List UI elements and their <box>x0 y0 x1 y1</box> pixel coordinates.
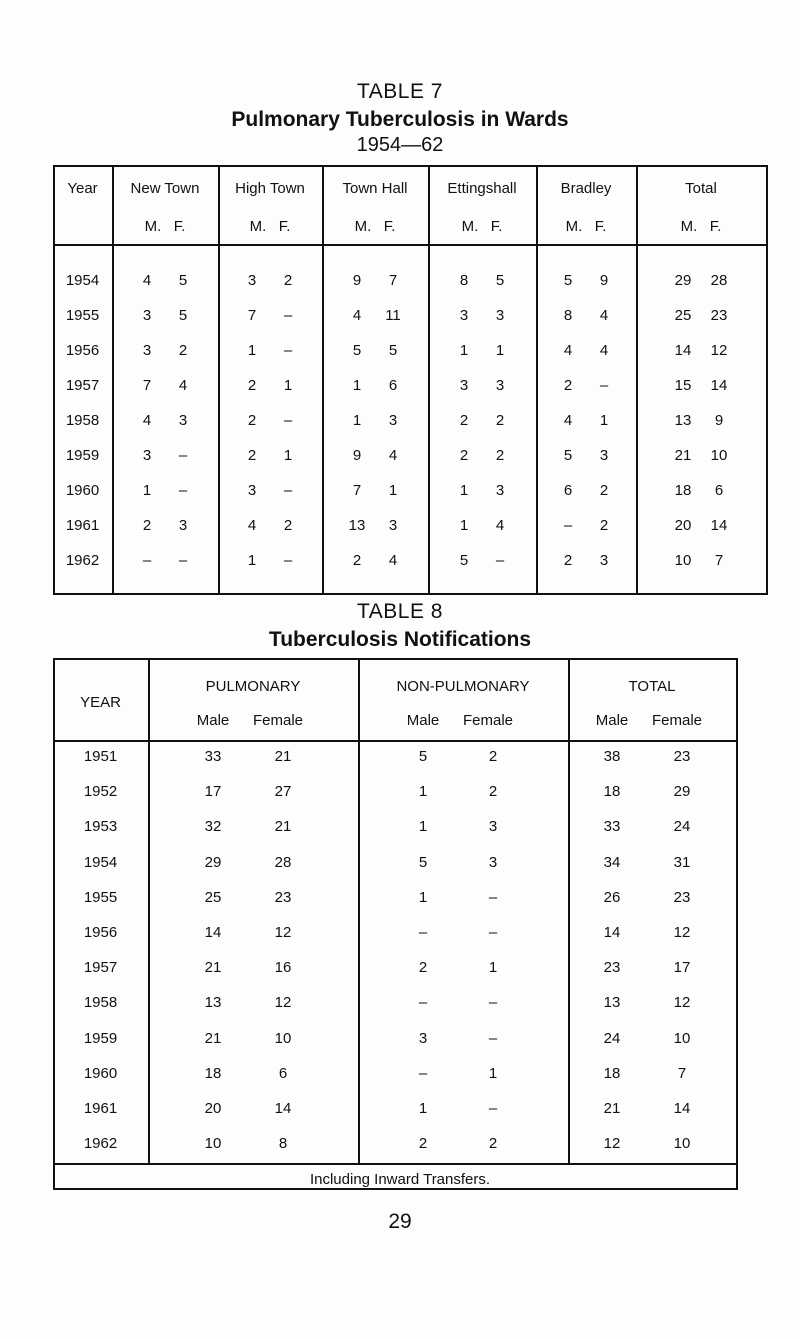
table7-male-cell: 2 <box>247 412 257 429</box>
table7-male-cell: 29 <box>674 272 692 289</box>
table7-female-cell: 6 <box>388 377 398 394</box>
table8-male-cell: – <box>418 994 428 1012</box>
table8-female-cell: 3 <box>488 853 498 871</box>
table8-group-header: TOTAL <box>628 678 676 695</box>
table7-vline <box>766 165 768 595</box>
table7-male-cell: 1 <box>352 412 362 429</box>
table7-female-cell: 4 <box>495 517 505 534</box>
table7-male-cell: 3 <box>459 377 469 394</box>
table8-female-cell: 21 <box>274 748 292 765</box>
table8-male-cell: 25 <box>204 888 222 906</box>
table7-year-cell: 1957 <box>65 377 100 394</box>
table7-male-cell: 4 <box>563 412 573 429</box>
table8-female-cell: 12 <box>673 924 691 941</box>
table7-female-cell: 3 <box>178 412 188 429</box>
table8-vline <box>358 658 360 1165</box>
table7-male-cell: 9 <box>352 447 362 464</box>
table7-female-cell: 3 <box>495 482 505 499</box>
table8-female-cell: 6 <box>278 1064 288 1082</box>
table8-male-cell: 1 <box>418 1100 428 1117</box>
table8-male-cell: 18 <box>603 1064 621 1082</box>
table7-male-cell: 2 <box>142 517 152 534</box>
table8-female-cell: 12 <box>673 994 691 1012</box>
table7-female-cell: – <box>283 412 293 429</box>
table8-female-cell: 1 <box>488 959 498 977</box>
table8-female-header: Female <box>252 712 304 729</box>
table8-female-cell: 12 <box>274 924 292 941</box>
table8-male-cell: 14 <box>603 924 621 941</box>
table8-female-cell: 16 <box>274 959 292 977</box>
table7-male-cell: 3 <box>247 272 257 289</box>
table7-male-cell: 1 <box>459 517 469 534</box>
table7-female-cell: 3 <box>388 412 398 429</box>
table8-male-cell: 13 <box>603 994 621 1012</box>
table8-year-cell: 1962 <box>83 1135 118 1153</box>
table7-female-cell: 3 <box>495 307 505 324</box>
table8-male-cell: 5 <box>418 853 428 871</box>
table7-col-header: High Town <box>235 180 305 197</box>
table8-male-cell: 32 <box>204 818 222 836</box>
table8-female-cell: 24 <box>673 818 691 836</box>
table7-female-cell: 1 <box>388 482 398 499</box>
table7-female-cell: – <box>178 447 188 464</box>
table8-year-cell: 1959 <box>83 1029 118 1047</box>
table8-year-header: YEAR <box>80 694 121 711</box>
table8-female-cell: 12 <box>274 994 292 1012</box>
table8-female-cell: 10 <box>274 1029 292 1047</box>
table7-male-cell: 5 <box>563 447 573 464</box>
table7-male-cell: 1 <box>247 342 257 359</box>
table7-female-cell: 7 <box>714 552 724 569</box>
table8-female-cell: 1 <box>488 1064 498 1082</box>
table8-female-cell: 31 <box>673 853 691 871</box>
table7-female-cell: 4 <box>388 447 398 464</box>
table8-vline <box>736 658 738 1165</box>
table8-body-bottom <box>53 1163 738 1165</box>
table8-female-cell: 10 <box>673 1135 691 1153</box>
table8-year-cell: 1952 <box>83 783 118 801</box>
table7-female-cell: – <box>283 307 293 324</box>
table8-female-cell: 23 <box>673 888 691 906</box>
table8-male-cell: 38 <box>603 748 621 765</box>
table8-male-cell: 3 <box>418 1029 428 1047</box>
table7-male-cell: 10 <box>674 552 692 569</box>
table7-male-cell: – <box>563 517 573 534</box>
table7-male-cell: 2 <box>563 552 573 569</box>
table7-year-cell: 1954 <box>65 272 100 289</box>
table7-male-cell: 7 <box>247 307 257 324</box>
table8-bottom-line <box>53 1188 738 1190</box>
table8-male-cell: 17 <box>204 783 222 801</box>
table8-title: TABLE 8 <box>357 600 443 623</box>
table8-male-cell: 23 <box>603 959 621 977</box>
table7-male-cell: 6 <box>563 482 573 499</box>
table8-male-cell: – <box>418 924 428 941</box>
table7-male-cell: 8 <box>563 307 573 324</box>
table8-male-cell: 14 <box>204 924 222 941</box>
table8-year-cell: 1961 <box>83 1100 118 1117</box>
table7-male-cell: 4 <box>563 342 573 359</box>
table7-male-cell: 4 <box>142 412 152 429</box>
table7-female-cell: 2 <box>599 517 609 534</box>
table7-mf-header: M. F. <box>680 218 722 235</box>
table7-male-cell: 7 <box>142 377 152 394</box>
table7-col-header: Town Hall <box>342 180 408 197</box>
table8-female-cell: – <box>488 994 498 1012</box>
table7-subtitle: Pulmonary Tuberculosis in Wards <box>231 108 569 131</box>
table7-female-cell: – <box>283 482 293 499</box>
table7-year-cell: 1956 <box>65 342 100 359</box>
table7-male-cell: 1 <box>352 377 362 394</box>
table7-header-line <box>53 244 768 246</box>
page-number: 29 <box>388 1210 412 1233</box>
table7-male-cell: 3 <box>142 447 152 464</box>
table7-male-cell: – <box>142 552 152 569</box>
table7-female-cell: 4 <box>178 377 188 394</box>
table8-female-cell: – <box>488 888 498 906</box>
table7-male-cell: 1 <box>247 552 257 569</box>
table7-female-cell: 2 <box>178 342 188 359</box>
table8-female-cell: 2 <box>488 1135 498 1153</box>
table7-female-cell: 6 <box>714 482 724 499</box>
table7-male-cell: 5 <box>459 552 469 569</box>
table7-male-cell: 2 <box>352 552 362 569</box>
table7-female-cell: 2 <box>495 412 505 429</box>
table8-female-cell: 21 <box>274 818 292 836</box>
table8-male-cell: 13 <box>204 994 222 1012</box>
table8-male-cell: 1 <box>418 818 428 836</box>
table7-title: TABLE 7 <box>357 80 443 103</box>
table7-female-cell: 14 <box>710 517 728 534</box>
table7-female-cell: 3 <box>599 447 609 464</box>
table8-vline <box>568 658 570 1165</box>
table7-male-cell: 4 <box>142 272 152 289</box>
table8-male-cell: 26 <box>603 888 621 906</box>
table7-female-cell: 5 <box>495 272 505 289</box>
table7-male-cell: 3 <box>142 307 152 324</box>
table8-female-cell: 23 <box>673 748 691 765</box>
table7-female-cell: 1 <box>283 447 293 464</box>
table7-female-cell: – <box>495 552 505 569</box>
table7-male-cell: 21 <box>674 447 692 464</box>
table7-male-cell: 15 <box>674 377 692 394</box>
table7-female-cell: 23 <box>710 307 728 324</box>
table7-female-cell: 5 <box>388 342 398 359</box>
table7-year-cell: 1958 <box>65 412 100 429</box>
table8-male-cell: 18 <box>603 783 621 801</box>
table7-female-cell: 3 <box>495 377 505 394</box>
table7-mf-header: M. F. <box>354 218 396 235</box>
table8-male-cell: 20 <box>204 1100 222 1117</box>
table7-female-cell: 2 <box>283 517 293 534</box>
table8-year-cell: 1957 <box>83 959 118 977</box>
table7-year-cell: 1960 <box>65 482 100 499</box>
table7-female-cell: 1 <box>599 412 609 429</box>
table8-year-cell: 1955 <box>83 888 118 906</box>
table8-top-line <box>53 658 738 660</box>
table8-male-cell: 1 <box>418 783 428 801</box>
table8-female-cell: 28 <box>274 853 292 871</box>
table8-male-cell: 21 <box>603 1100 621 1117</box>
table7-male-cell: 9 <box>352 272 362 289</box>
table7-male-cell: 1 <box>142 482 152 499</box>
table8-female-cell: – <box>488 1029 498 1047</box>
table7-col-header: Ettingshall <box>447 180 517 197</box>
table7-female-cell: 4 <box>388 552 398 569</box>
table7-male-cell: 14 <box>674 342 692 359</box>
table8-male-cell: 5 <box>418 748 428 765</box>
table7-female-cell: 9 <box>714 412 724 429</box>
table8-female-cell: 23 <box>274 888 292 906</box>
table8-year-cell: 1956 <box>83 924 118 941</box>
table8-female-header: Female <box>462 712 514 729</box>
table8-female-cell: 14 <box>673 1100 691 1117</box>
table8-vline <box>148 658 150 1165</box>
table7-female-cell: 9 <box>599 272 609 289</box>
table8-male-cell: 18 <box>204 1064 222 1082</box>
table8-female-cell: 7 <box>677 1064 687 1082</box>
table8-male-cell: 21 <box>204 1029 222 1047</box>
table7-female-cell: 5 <box>178 307 188 324</box>
table7-female-cell: 4 <box>599 342 609 359</box>
table8-male-cell: 2 <box>418 1135 428 1153</box>
table7-female-cell: – <box>283 552 293 569</box>
table8-male-cell: – <box>418 1064 428 1082</box>
table8-year-cell: 1958 <box>83 994 118 1012</box>
table7-female-cell: 28 <box>710 272 728 289</box>
table7-male-cell: 25 <box>674 307 692 324</box>
table7-male-cell: 8 <box>459 272 469 289</box>
table8-male-header: Male <box>406 712 440 729</box>
table7-male-cell: 1 <box>459 342 469 359</box>
table8-female-cell: 10 <box>673 1029 691 1047</box>
table7-male-cell: 5 <box>352 342 362 359</box>
table7-female-cell: 2 <box>283 272 293 289</box>
table8-year-cell: 1953 <box>83 818 118 836</box>
table8-footnote: Including Inward Transfers. <box>309 1171 491 1188</box>
table8-female-cell: 27 <box>274 783 292 801</box>
table7-male-cell: 13 <box>674 412 692 429</box>
table7-mf-header: M. F. <box>249 218 291 235</box>
table7-female-cell: – <box>599 377 609 394</box>
table7-female-cell: – <box>178 482 188 499</box>
table7-female-cell: 3 <box>388 517 398 534</box>
table7-col-header: Year <box>67 180 98 197</box>
table7-female-cell: – <box>283 342 293 359</box>
table7-female-cell: 1 <box>495 342 505 359</box>
table7-years: 1954—62 <box>356 134 444 156</box>
table7-male-cell: 2 <box>459 447 469 464</box>
table7-male-cell: 4 <box>352 307 362 324</box>
table8-female-cell: 3 <box>488 818 498 836</box>
table7-female-cell: – <box>178 552 188 569</box>
table7-male-cell: 4 <box>247 517 257 534</box>
table8-male-cell: 2 <box>418 959 428 977</box>
table8-male-cell: 24 <box>603 1029 621 1047</box>
table7-year-cell: 1961 <box>65 517 100 534</box>
table8-header-line <box>53 740 738 742</box>
table8-male-cell: 33 <box>603 818 621 836</box>
table7-col-header: Total <box>685 180 717 197</box>
table7-male-cell: 3 <box>459 307 469 324</box>
table7-female-cell: 12 <box>710 342 728 359</box>
table8-female-cell: 17 <box>673 959 691 977</box>
table8-year-cell: 1951 <box>83 748 118 765</box>
table7-male-cell: 7 <box>352 482 362 499</box>
table8-year-cell: 1960 <box>83 1064 118 1082</box>
table7-male-cell: 20 <box>674 517 692 534</box>
table7-female-cell: 5 <box>178 272 188 289</box>
table7-female-cell: 3 <box>599 552 609 569</box>
table7-male-cell: 3 <box>247 482 257 499</box>
table8-vline <box>53 658 55 1165</box>
table7-female-cell: 7 <box>388 272 398 289</box>
table7-mf-header: M. F. <box>565 218 607 235</box>
table7-female-cell: 10 <box>710 447 728 464</box>
table7-female-cell: 1 <box>283 377 293 394</box>
table8-subtitle: Tuberculosis Notifications <box>268 628 532 651</box>
table8-group-header: PULMONARY <box>205 678 301 695</box>
table8-male-cell: 1 <box>418 888 428 906</box>
table7-female-cell: 11 <box>385 307 401 324</box>
table7-female-cell: 2 <box>599 482 609 499</box>
table8-female-cell: 29 <box>673 783 691 801</box>
table7-year-cell: 1959 <box>65 447 100 464</box>
table7-female-cell: 14 <box>710 377 728 394</box>
table8-female-header: Female <box>651 712 703 729</box>
table8-female-cell: 2 <box>488 748 498 765</box>
table8-group-header: NON-PULMONARY <box>396 678 530 695</box>
table7-year-cell: 1962 <box>65 552 100 569</box>
table7-bottom-line <box>53 593 768 595</box>
table7-male-cell: 13 <box>348 517 366 534</box>
table8-male-cell: 12 <box>603 1135 621 1153</box>
table8-male-cell: 10 <box>204 1135 222 1153</box>
table7-female-cell: 4 <box>599 307 609 324</box>
table7-col-header: Bradley <box>560 180 612 197</box>
table8-year-cell: 1954 <box>83 853 118 871</box>
table8-female-cell: – <box>488 1100 498 1117</box>
table7-male-cell: 2 <box>563 377 573 394</box>
table8-male-header: Male <box>196 712 230 729</box>
table7-male-cell: 18 <box>674 482 692 499</box>
table7-male-cell: 1 <box>459 482 469 499</box>
table7-female-cell: 2 <box>495 447 505 464</box>
table7-year-cell: 1955 <box>65 307 100 324</box>
table7-male-cell: 2 <box>247 447 257 464</box>
table7-mf-header: M. F. <box>144 218 186 235</box>
table8-male-cell: 21 <box>204 959 222 977</box>
table7-top-line <box>53 165 768 167</box>
table8-male-cell: 29 <box>204 853 222 871</box>
table7-male-cell: 2 <box>459 412 469 429</box>
table7-male-cell: 5 <box>563 272 573 289</box>
table7-col-header: New Town <box>130 180 200 197</box>
table7-female-cell: 3 <box>178 517 188 534</box>
table8-female-cell: 14 <box>274 1100 292 1117</box>
table7-male-cell: 3 <box>142 342 152 359</box>
table8-female-cell: 2 <box>488 783 498 801</box>
table7-male-cell: 2 <box>247 377 257 394</box>
table8-male-cell: 34 <box>603 853 621 871</box>
table8-male-cell: 33 <box>204 748 222 765</box>
table8-female-cell: – <box>488 924 498 941</box>
table8-male-header: Male <box>595 712 629 729</box>
table7-mf-header: M. F. <box>461 218 503 235</box>
table8-female-cell: 8 <box>278 1135 288 1153</box>
